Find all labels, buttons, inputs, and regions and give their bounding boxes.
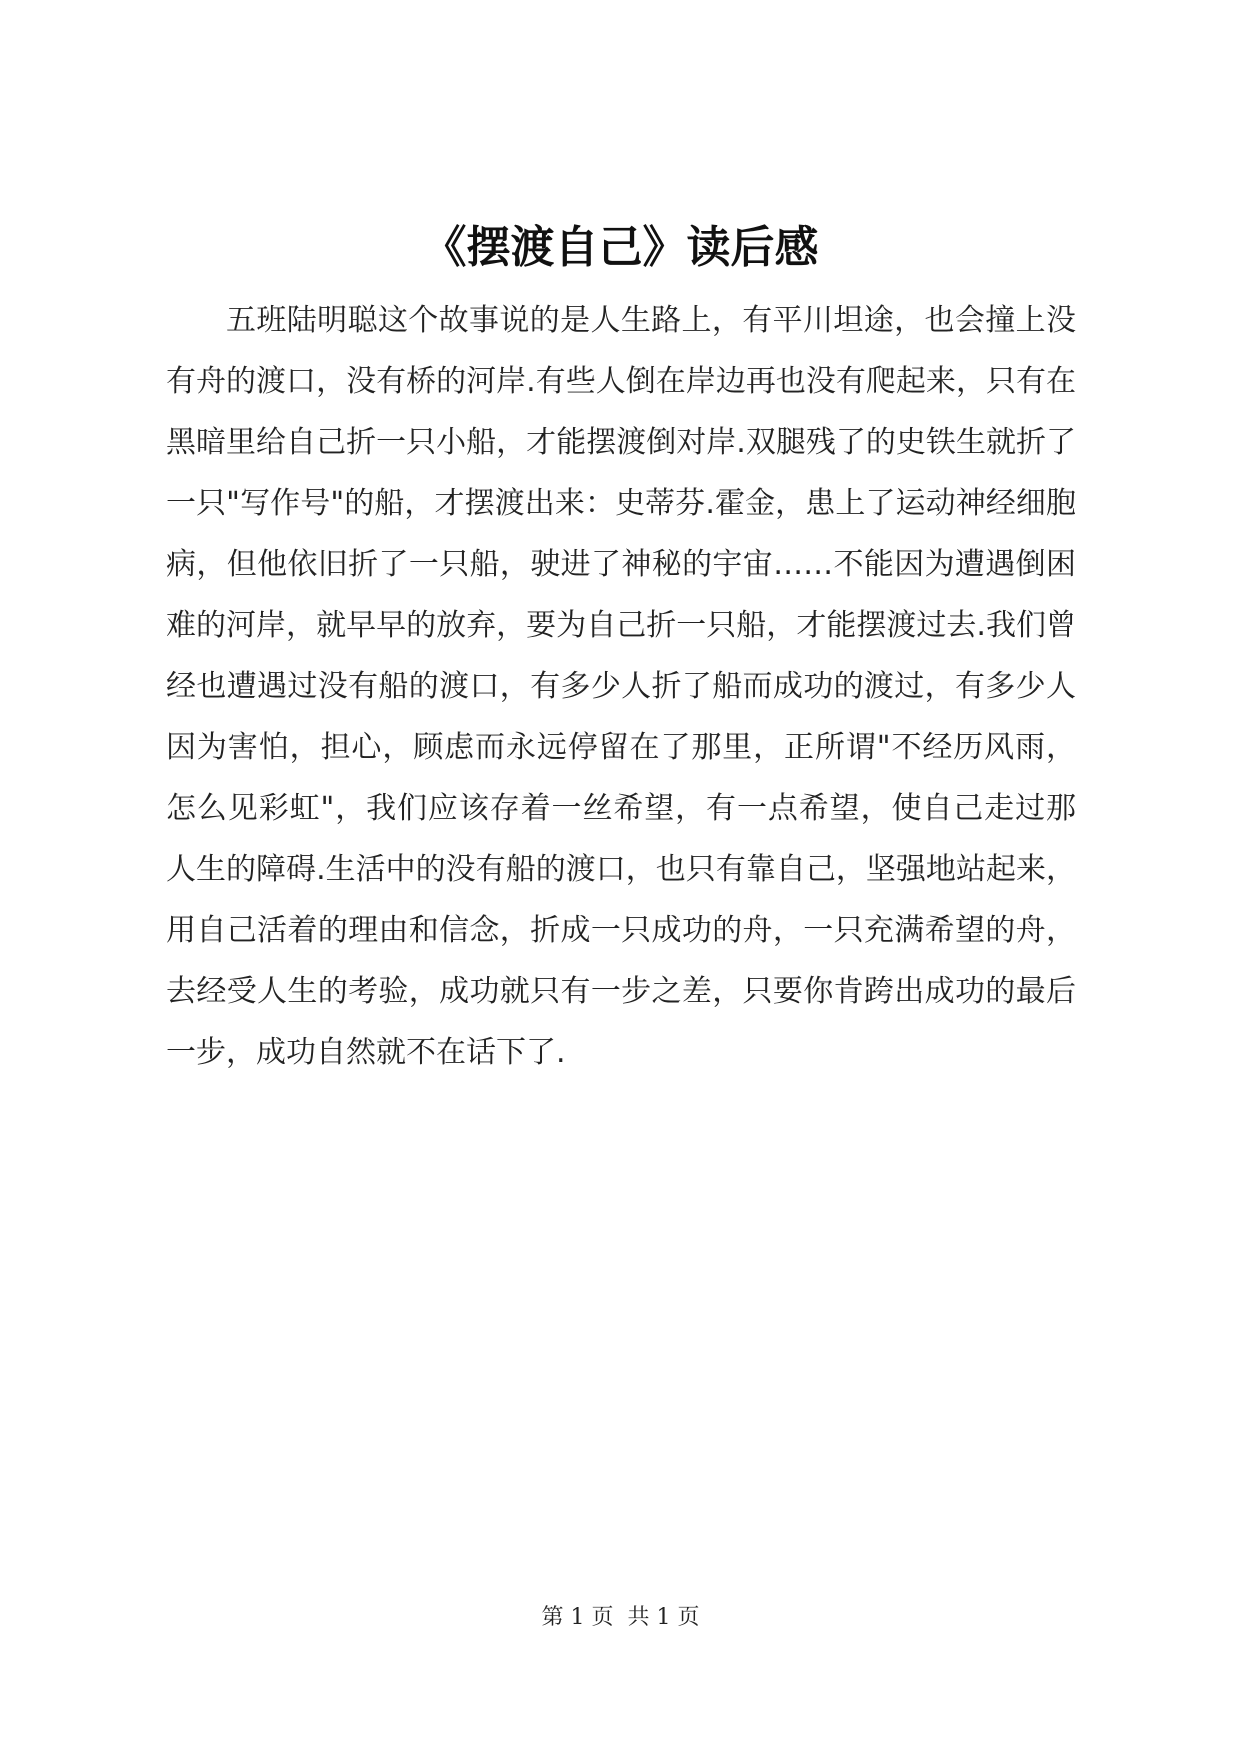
body-paragraph: 五班陆明聪这个故事说的是人生路上，有平川坦途，也会撞上没有舟的渡口，没有桥的河岸.有些人倒在岸边再也没有爬起来，只有在黑暗里给自己折一只小船，才能摆渡倒对岸.双腿残了的史铁生就折了一只"写作号"的船，才摆渡出来：史蒂芬.霍金，患上了运动神经细胞病，但他依旧折了一只船，驶进了神秘的宇宙……不能因为遭遇倒困难的河岸，就早早的放弃，要为自己折一只船，才能摆渡过去.我们曾经也遭遇过没有船的渡口，有多少人折了船而成功的渡过，有多少人因为害怕，担心，顾虑而永远停留在了那里，正所谓"不经历风雨，怎么见彩虹"，我们应该存着一丝希望，有一点希望，使自己走过那人生的障碍.生活中的没有船的渡口，也只有靠自己，坚强地站起来，用自己活着的理由和信念，折成一只成功的舟，一只充满希望的舟，去经受人生的考验，成功就只有一步之差，只要你肯跨出成功的最后一步，成功自然就不在话下了. <box>166 303 1076 1070</box>
page-count: 共 1 页 <box>627 1605 700 1630</box>
page-number: 第 1 页 <box>541 1605 614 1630</box>
document-title: 《摆渡自己》读后感 <box>422 222 819 273</box>
page-footer <box>0 1604 1241 1632</box>
